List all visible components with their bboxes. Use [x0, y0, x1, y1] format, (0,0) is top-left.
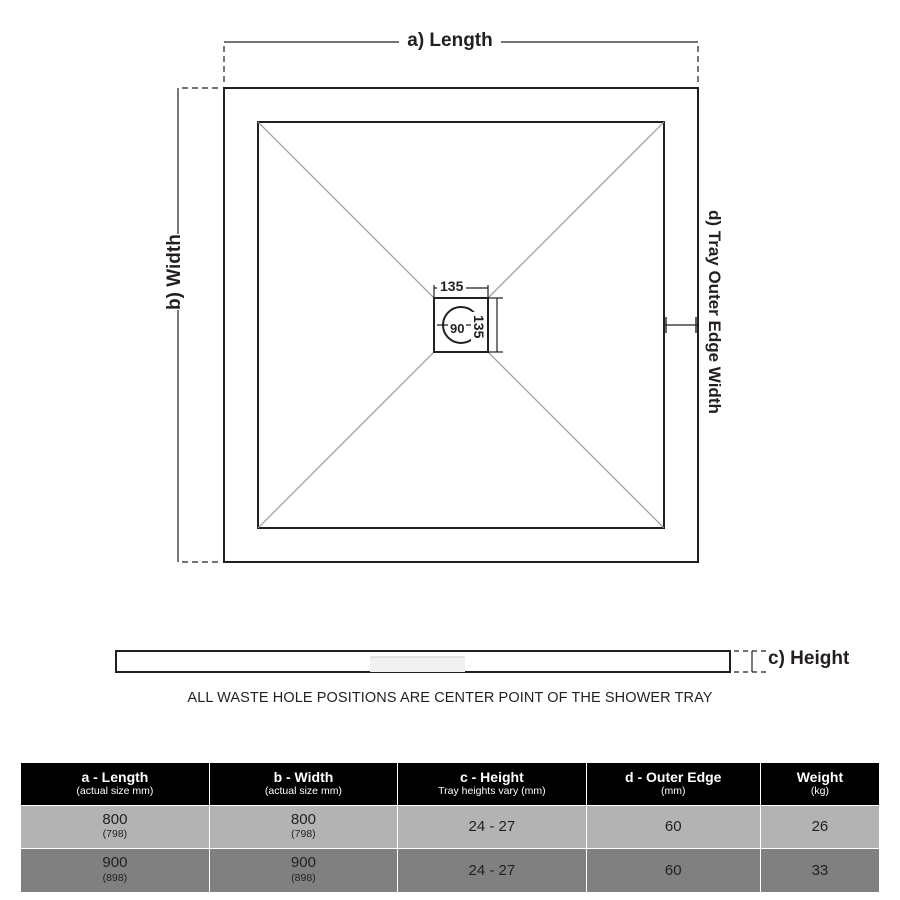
dimension-waste-hole-diameter: 90: [450, 321, 465, 336]
column-header-outer-edge: [586, 763, 760, 806]
column-header-weight: [760, 763, 879, 806]
tray-profile-waste-area: [370, 657, 465, 672]
cell-width-actual: (798): [291, 828, 316, 841]
label-length-text: a) Length: [399, 30, 501, 52]
column-header-length-sub: (actual size mm): [76, 785, 154, 798]
column-header-height-main: c - Height: [459, 769, 524, 785]
cell-width: [209, 805, 397, 849]
label-length: [0, 30, 900, 52]
column-header-width-sub: (actual size mm): [264, 785, 342, 798]
cell-width-value: 900: [290, 854, 316, 872]
label-width: [160, 234, 190, 310]
cell-weight: 26: [760, 805, 879, 849]
table-row: [21, 805, 880, 849]
label-outer-edge: d) Tray Outer Edge Width: [705, 210, 724, 414]
label-width-text: b) Width: [160, 234, 190, 310]
column-header-outer-edge-main: d - Outer Edge: [625, 769, 722, 785]
cell-height: 24 - 27: [398, 805, 587, 849]
cell-weight: 33: [760, 849, 879, 893]
column-header-length: [21, 763, 210, 806]
cell-length: [21, 849, 210, 893]
label-height: c) Height: [768, 648, 850, 669]
cell-length-value: 900: [102, 854, 128, 872]
table-row: [21, 849, 880, 893]
column-header-outer-edge-sub: (mm): [660, 785, 686, 798]
cell-outer-edge: 60: [586, 805, 760, 849]
cell-width-value: 800: [290, 810, 316, 828]
cell-width: [209, 849, 397, 893]
cell-length-value: 800: [102, 810, 128, 828]
cell-width-actual: (898): [291, 871, 316, 884]
dimension-waste-height: 135: [471, 312, 487, 341]
cell-outer-edge: 60: [586, 849, 760, 893]
table-header-row: [21, 763, 880, 806]
dimension-waste-width: 135: [437, 278, 466, 294]
column-header-weight-sub: (kg): [810, 785, 829, 798]
column-header-weight-main: Weight: [796, 769, 844, 785]
column-header-width: [209, 763, 397, 806]
cell-height: 24 - 27: [398, 849, 587, 893]
cell-length-actual: (898): [102, 871, 128, 884]
specifications-table: [20, 762, 880, 893]
column-header-length-main: a - Length: [81, 769, 149, 785]
cell-length-actual: (798): [102, 828, 128, 841]
column-header-width-main: b - Width: [273, 769, 334, 785]
cell-length: [21, 805, 210, 849]
column-header-height: [398, 763, 587, 806]
waste-position-note: ALL WASTE HOLE POSITIONS ARE CENTER POINT OF THE SHOWER TRAY: [187, 690, 713, 706]
column-header-height-sub: Tray heights vary (mm): [438, 785, 546, 798]
